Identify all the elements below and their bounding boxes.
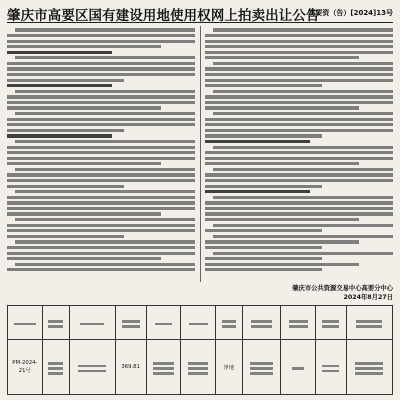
table-cell xyxy=(181,340,216,395)
table-header-cell xyxy=(115,306,146,340)
table-header-cell xyxy=(315,306,346,340)
table-cell xyxy=(346,340,392,395)
column-divider xyxy=(200,26,201,282)
right-column-text xyxy=(205,26,393,282)
parcel-number-cell: PM-2024-21号 xyxy=(8,340,43,395)
parcel-table xyxy=(7,305,393,395)
signoff-date: 2024年8月27日 xyxy=(343,294,393,301)
table-header-row xyxy=(8,306,393,340)
table-cell xyxy=(315,340,346,395)
table-header-cell xyxy=(242,306,281,340)
notice-title: 肇庆市高要区国有建设用地使用权网上拍卖出让公告 xyxy=(7,9,320,24)
table-header-cell xyxy=(346,306,392,340)
table-cell xyxy=(146,340,181,395)
table-row xyxy=(8,340,393,395)
current-use-cell: 净地 xyxy=(215,340,242,395)
table-header-cell xyxy=(42,306,69,340)
table-cell xyxy=(281,340,316,395)
table-header-cell xyxy=(8,306,43,340)
signoff-agency: 肇庆市公共资源交易中心高要分中心 xyxy=(292,285,393,292)
table-cell xyxy=(42,340,69,395)
area-cell: 369.81 xyxy=(115,340,146,395)
table-header-cell xyxy=(181,306,216,340)
table-header-cell xyxy=(69,306,115,340)
document-number: 高要资（告）[2024]13号 xyxy=(308,9,393,17)
left-column-text xyxy=(7,26,195,282)
title-bar xyxy=(7,5,393,23)
table-header-cell xyxy=(146,306,181,340)
table-cell xyxy=(242,340,281,395)
table-header-cell xyxy=(281,306,316,340)
table-cell xyxy=(69,340,115,395)
table-header-cell xyxy=(215,306,242,340)
body-columns xyxy=(7,26,393,282)
